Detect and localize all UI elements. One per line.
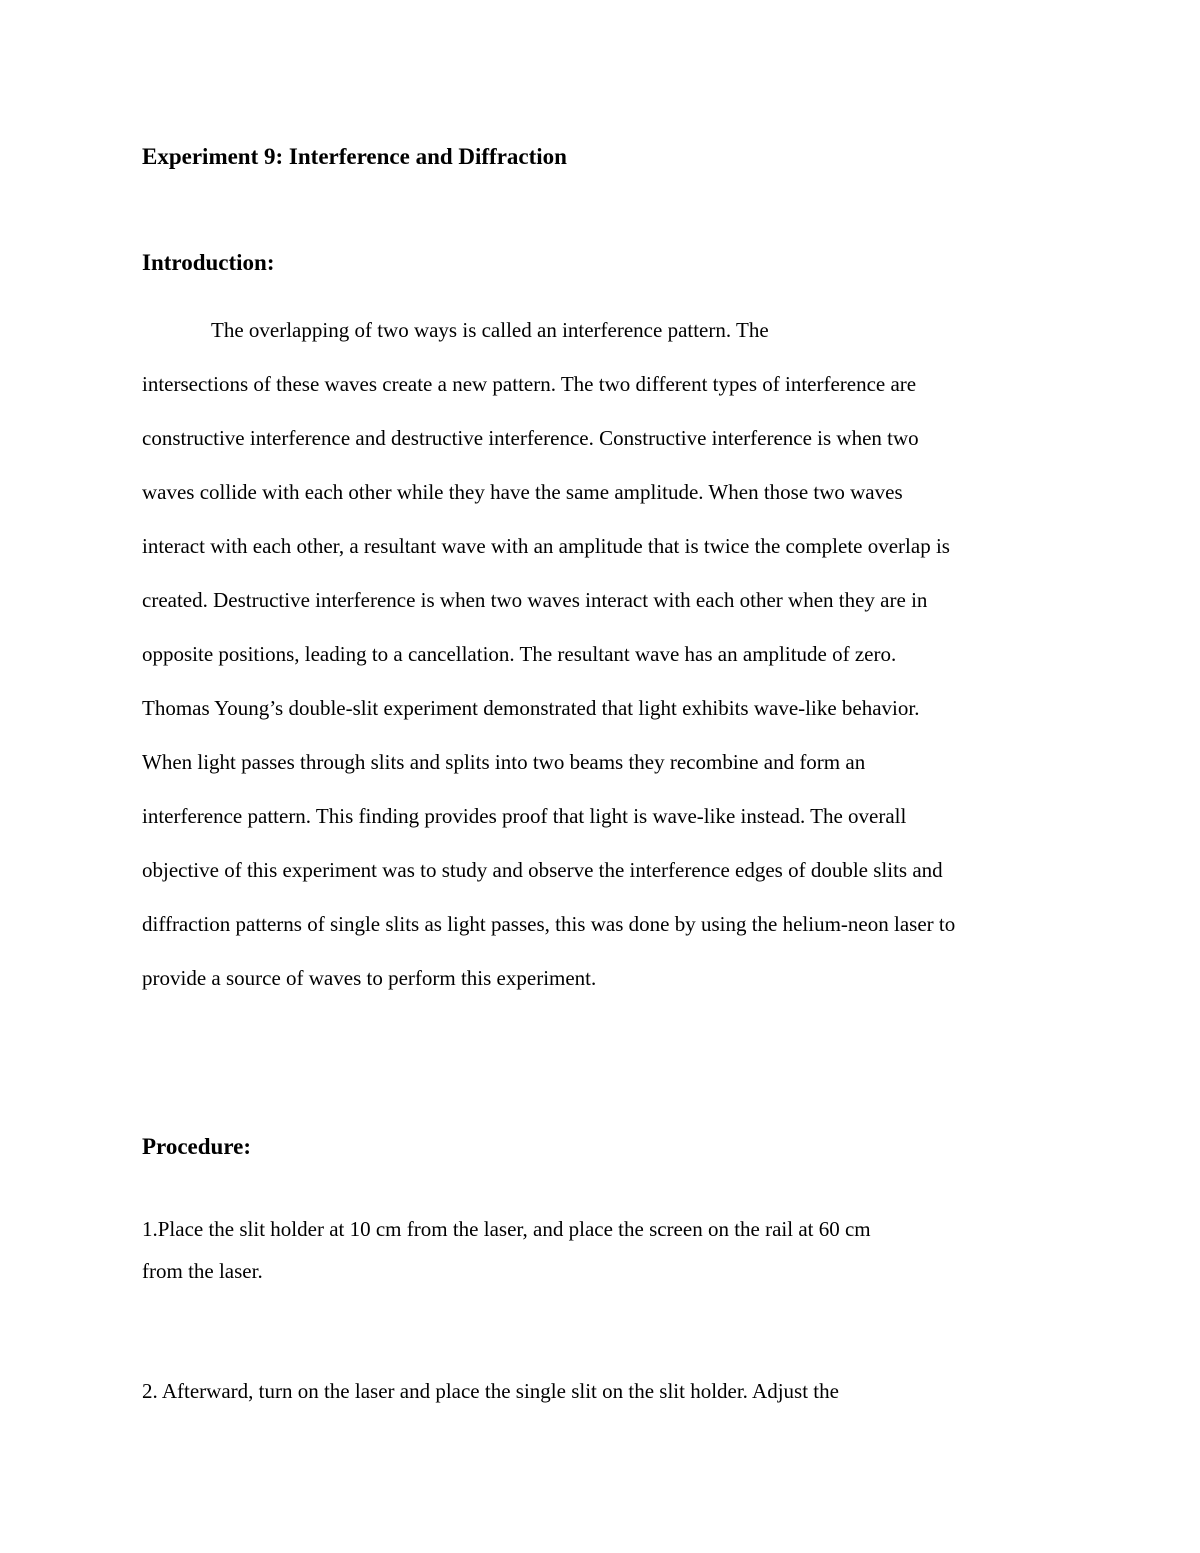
introduction-line: objective of this experiment was to study and observe the interference edges of double slits and [142,858,943,882]
procedure-step-line: from the laser. [142,1259,263,1283]
introduction-line: The overlapping of two ways is called an interference pattern. The [211,318,769,342]
introduction-line: constructive interference and destructive interference. Constructive interference is when two [142,426,919,450]
introduction-line: Thomas Young’s double-slit experiment demonstrated that light exhibits wave-like behavior. [142,696,920,720]
introduction-line: opposite positions, leading to a cancellation. The resultant wave has an amplitude of zero. [142,642,897,666]
introduction-line: When light passes through slits and splits into two beams they recombine and form an [142,750,866,774]
procedure-heading: Procedure: [142,1134,252,1159]
introduction-line: intersections of these waves create a new pattern. The two different types of interference are [142,372,917,396]
procedure-step-line: 1.Place the slit holder at 10 cm from the laser, and place the screen on the rail at 60 cm [142,1217,871,1241]
procedure-step-line: 2. Afterward, turn on the laser and place the single slit on the slit holder. Adjust the [142,1379,839,1403]
introduction-line: created. Destructive interference is when two waves interact with each other when they are in [142,588,928,612]
document-title: Experiment 9: Interference and Diffraction [142,144,567,169]
introduction-line: interact with each other, a resultant wave with an amplitude that is twice the complete overlap is [142,534,950,558]
introduction-line: waves collide with each other while they have the same amplitude. When those two waves [142,480,903,504]
introduction-line: diffraction patterns of single slits as light passes, this was done by using the helium-neon laser to [142,912,956,936]
introduction-heading: Introduction: [142,250,275,275]
introduction-line: provide a source of waves to perform this experiment. [142,966,597,990]
introduction-line: interference pattern. This finding provides proof that light is wave-like instead. The overall [142,804,907,828]
